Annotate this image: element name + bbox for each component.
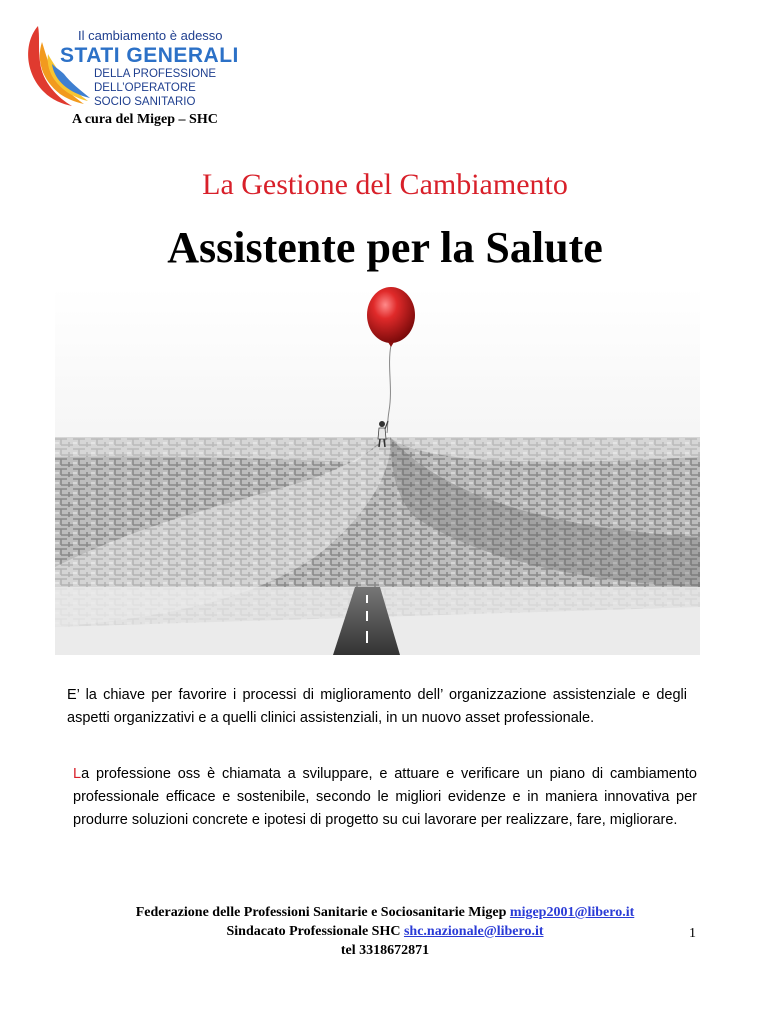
logo-line: DELL’OPERATORE	[94, 82, 196, 94]
footer-union-text: Sindacato Professionale SHC	[226, 924, 404, 939]
page-number: 1	[689, 926, 696, 941]
logo-brand: STATI GENERALI	[60, 44, 239, 67]
paragraph-body: a professione oss è chiamata a sviluppare, e attuare e verificare un piano di cambiamento professionale efficace e sostenibile, secondo le migliori evidenze e in maniera innovativa per produrre soluzioni concrete e ipotesi di progetto su cui lavorare per realizzare, fare, migliorare.	[73, 766, 697, 828]
document-subtitle: La Gestione del Cambiamento	[202, 168, 568, 201]
footer-phone: tel 3318672871	[340, 943, 430, 958]
stati-generali-logo	[22, 22, 239, 110]
footer-line-federation	[60, 903, 710, 922]
balloon-maze-icon	[55, 287, 700, 655]
document-title: Assistente per la Salute	[167, 223, 603, 272]
logo-line: SOCIO SANITARIO	[94, 96, 196, 108]
footer-federation-text: Federazione delle Professioni Sanitarie e Sociosanitarie Migep	[135, 905, 510, 920]
footer-line-union	[60, 922, 710, 941]
footer-email-shc[interactable]: shc.nazionale@libero.it	[403, 924, 544, 939]
paragraph-initial: L	[73, 766, 82, 782]
footer	[60, 903, 710, 960]
balloon-maze-illustration	[55, 287, 700, 655]
footer-email-migep[interactable]: migep2001@libero.it	[509, 905, 635, 920]
logo-line: DELLA PROFESSIONE	[94, 68, 217, 80]
curator-line: A cura del Migep – SHC	[72, 112, 218, 127]
paragraph-intro: E’ la chiave per favorire i processi di miglioramento dell’ organizzazione assistenziale e degli aspetti organizzativi e a quelli clinici assistenziali, in un nuovo asset professionale.	[67, 687, 687, 726]
logo-tagline: Il cambiamento è adesso	[78, 28, 223, 43]
paragraph-profession	[73, 763, 697, 832]
